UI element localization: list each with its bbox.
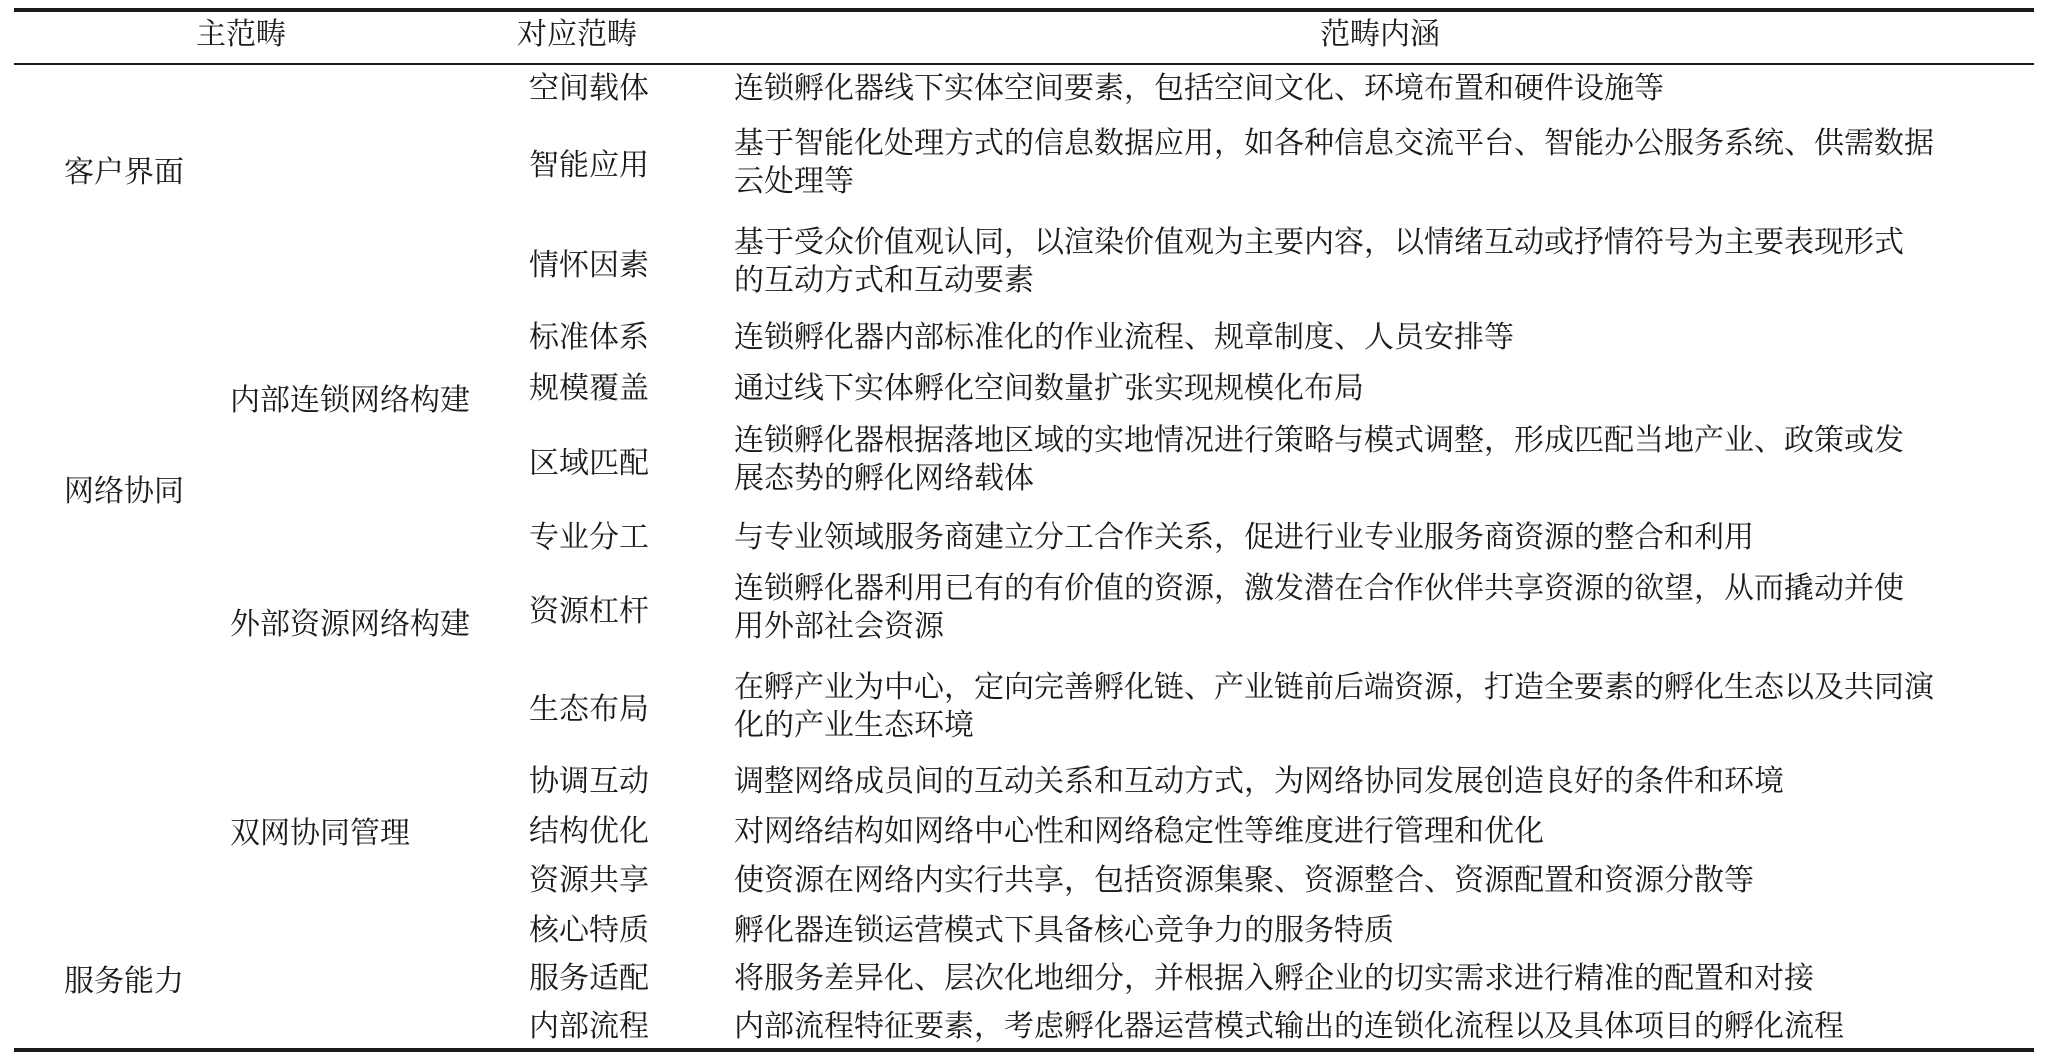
row-category: 资源杠杆 [529,594,649,629]
row-description-line: 与专业领域服务商建立分工合作关系，促进行业专业服务商资源的整合和利用 [734,520,1754,555]
row-description [734,519,2019,557]
row-description [734,912,2019,950]
row-description-line: 连锁孵化器根据落地区域的实地情况进行策略与模式调整，形成匹配当地产业、政策或发 [734,423,1904,458]
main-category-customer-interface: 客户界面 [64,155,184,190]
row-category: 生态布局 [529,692,649,727]
row-description-line: 展态势的孵化网络载体 [734,461,1034,496]
row-description [734,570,2019,646]
row-description [734,1008,2019,1046]
row-category: 服务适配 [529,961,649,996]
row-description [734,960,2019,998]
row-description [734,669,2019,745]
row-category: 规模覆盖 [529,371,649,406]
row-description-line: 的互动方式和互动要素 [734,263,1034,298]
subgroup-internal-chain-network: 内部连锁网络构建 [230,383,470,418]
row-category: 资源共享 [529,863,649,898]
main-category-service-capability: 服务能力 [64,964,184,999]
row-description [734,125,2019,201]
row-category: 智能应用 [529,148,649,183]
row-description-line: 使资源在网络内实行共享，包括资源集聚、资源整合、资源配置和资源分散等 [734,863,1754,898]
header-connotation: 范畴内涵 [1320,17,1440,52]
row-category: 标准体系 [529,320,649,355]
row-category: 内部流程 [529,1009,649,1044]
row-category: 结构优化 [529,814,649,849]
row-description-line: 通过线下实体孵化空间数量扩张实现规模化布局 [734,371,1364,406]
row-description-line: 连锁孵化器内部标准化的作业流程、规章制度、人员安排等 [734,320,1514,355]
row-description-line: 云处理等 [734,164,854,199]
table-top-rule [14,8,2034,12]
row-description [734,224,2019,300]
row-description-line: 在孵产业为中心，定向完善孵化链、产业链前后端资源，打造全要素的孵化生态以及共同演 [734,670,1934,705]
subgroup-external-resource-network: 外部资源网络构建 [230,607,470,642]
row-category: 空间载体 [529,71,649,106]
header-sub-category: 对应范畴 [517,17,637,52]
row-description-line: 内部流程特征要素，考虑孵化器运营模式输出的连锁化流程以及具体项目的孵化流程 [734,1009,1844,1044]
row-description-line: 孵化器连锁运营模式下具备核心竞争力的服务特质 [734,913,1394,948]
row-description [734,70,2019,108]
row-description-line: 将服务差异化、层次化地细分，并根据入孵企业的切实需求进行精准的配置和对接 [734,961,1814,996]
row-description-line: 调整网络成员间的互动关系和互动方式，为网络协同发展创造良好的条件和环境 [734,764,1784,799]
header-main-category: 主范畴 [196,17,286,52]
row-description-line: 用外部社会资源 [734,609,944,644]
row-description-line: 基于受众价值观认同，以渲染价值观为主要内容，以情绪互动或抒情符号为主要表现形式 [734,225,1904,260]
row-category: 核心特质 [529,913,649,948]
row-category: 情怀因素 [529,248,649,283]
category-table [14,8,2034,1052]
row-description-line: 化的产业生态环境 [734,708,974,743]
row-description [734,319,2019,357]
row-description [734,862,2019,900]
row-description-line: 基于智能化处理方式的信息数据应用，如各种信息交流平台、智能办公服务系统、供需数据 [734,126,1934,161]
row-description [734,422,2019,498]
main-category-network-synergy: 网络协同 [64,474,184,509]
row-category: 专业分工 [529,520,649,555]
row-category: 区域匹配 [529,446,649,481]
row-category: 协调互动 [529,764,649,799]
row-description [734,370,2019,408]
row-description [734,813,2019,851]
row-description [734,763,2019,801]
row-description-line: 连锁孵化器利用已有的有价值的资源，激发潜在合作伙伴共享资源的欲望，从而撬动并使 [734,571,1904,606]
row-description-line: 连锁孵化器线下实体空间要素，包括空间文化、环境布置和硬件设施等 [734,71,1664,106]
row-description-line: 对网络结构如网络中心性和网络稳定性等维度进行管理和优化 [734,814,1544,849]
header-rule [14,63,2034,65]
table-bottom-rule [14,1048,2034,1052]
subgroup-dual-network-management: 双网协同管理 [230,816,410,851]
